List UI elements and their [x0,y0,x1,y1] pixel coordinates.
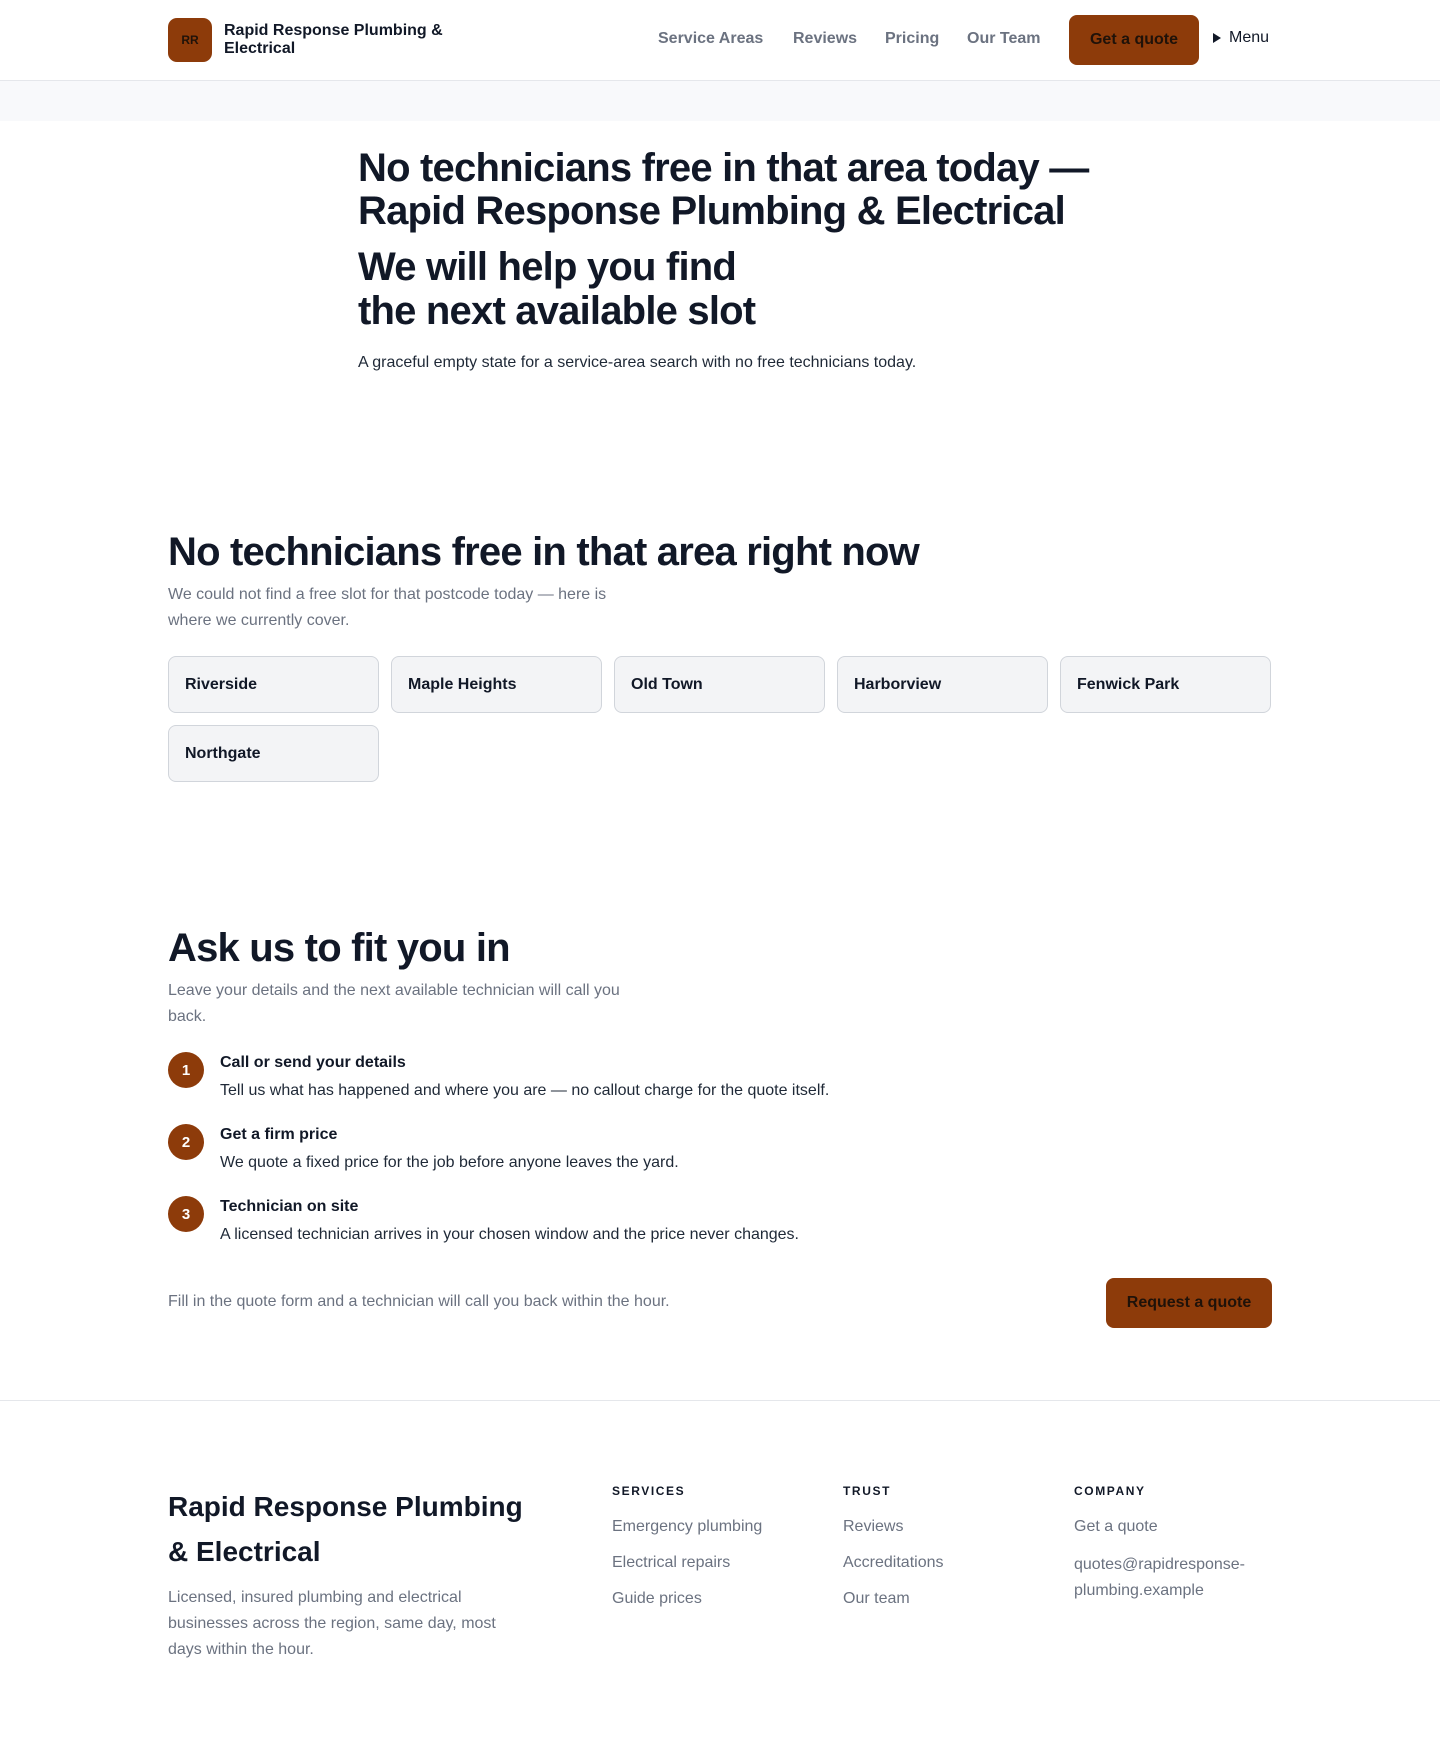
site-footer [0,1400,1440,1739]
fit-in-lead: Leave your details and the next available technician will call you back. [168,982,620,1025]
coverage-section [168,530,1272,634]
nav-link-our-team[interactable]: Our Team [967,30,1041,47]
nav-link-pricing[interactable]: Pricing [885,30,940,47]
step-item [168,1052,1068,1124]
hero-subtitle [358,245,1158,333]
header-band [0,81,1440,121]
footer-link-email[interactable]: quotes@rapidresponse-plumbing.example [1074,1556,1246,1599]
step-title: Technician on site [220,1198,359,1215]
callback-note: Fill in the quote form and a technician will call you back within the hour. [168,1293,670,1310]
footer-link-emergency-plumbing[interactable]: Emergency plumbing [612,1518,763,1535]
area-chip-riverside[interactable]: Riverside [168,656,379,713]
footer-link-guide-prices[interactable]: Guide prices [612,1590,702,1607]
logo-badge[interactable]: RR [168,18,212,62]
get-a-quote-button[interactable]: Get a quote [1069,15,1199,65]
hero-description: A graceful empty state for a service-area search with no free technicians today. [358,354,917,371]
footer-column-heading: COMPANY [1074,1484,1146,1498]
menu-label: Menu [1229,29,1270,46]
footer-link-get-a-quote[interactable]: Get a quote [1074,1518,1158,1535]
footer-link-reviews[interactable]: Reviews [843,1518,904,1535]
menu-toggle[interactable] [1213,29,1269,47]
footer-column-heading: SERVICES [612,1484,686,1498]
footer-brand: Rapid Response Plumbing & Electrical [168,1491,523,1567]
step-item [168,1196,1068,1268]
area-chip-maple-heights[interactable]: Maple Heights [391,656,602,713]
area-list [168,656,1272,782]
fit-in-section [168,926,1272,1030]
area-chip-northgate[interactable]: Northgate [168,725,379,782]
coverage-lead: We could not find a free slot for that postcode today — here is where we currently cover. [168,586,607,629]
footer-link-accreditations[interactable]: Accreditations [843,1554,944,1571]
step-title: Get a firm price [220,1126,338,1143]
steps-list [168,1052,1068,1268]
site-header [0,0,1440,81]
footer-column-company [1074,1484,1264,1604]
hero [358,147,1158,373]
footer-column-heading: TRUST [843,1484,891,1498]
step-item [168,1124,1068,1196]
nav-link-service-areas[interactable]: Service Areas [658,30,764,47]
footer-column-trust [843,1484,1043,1610]
hero-title: No technicians free in that area today — Rapid Response Plumbing & Electrical [358,146,1089,233]
step-title: Call or send your details [220,1054,406,1071]
hero-subtitle-line-1: We will help you find [358,245,737,289]
caret-right-icon [1213,33,1221,43]
footer-column-services [612,1484,812,1610]
hero-subtitle-line-2: the next available slot [358,289,756,333]
step-description: A licensed technician arrives in your chosen window and the price never changes. [220,1226,799,1243]
area-chip-harborview[interactable]: Harborview [837,656,1048,713]
step-number: 2 [168,1124,204,1160]
footer-link-our-team[interactable]: Our team [843,1590,910,1607]
request-quote-button[interactable]: Request a quote [1106,1278,1272,1328]
footer-description: Licensed, insured plumbing and electrical businesses across the region, same day, most days within the hour. [168,1589,496,1658]
fit-in-title: Ask us to fit you in [168,926,510,970]
area-chip-old-town[interactable]: Old Town [614,656,825,713]
coverage-title: No technicians free in that area right now [168,530,919,574]
step-description: Tell us what has happened and where you are — no callout charge for the quote itself. [220,1082,830,1099]
area-chip-fenwick-park[interactable]: Fenwick Park [1060,656,1271,713]
step-number: 3 [168,1196,204,1232]
step-number: 1 [168,1052,204,1088]
brand-name[interactable]: Rapid Response Plumbing & Electrical [224,22,443,57]
nav-link-reviews[interactable]: Reviews [793,30,858,47]
step-description: We quote a fixed price for the job before anyone leaves the yard. [220,1154,679,1171]
footer-link-electrical-repairs[interactable]: Electrical repairs [612,1554,731,1571]
